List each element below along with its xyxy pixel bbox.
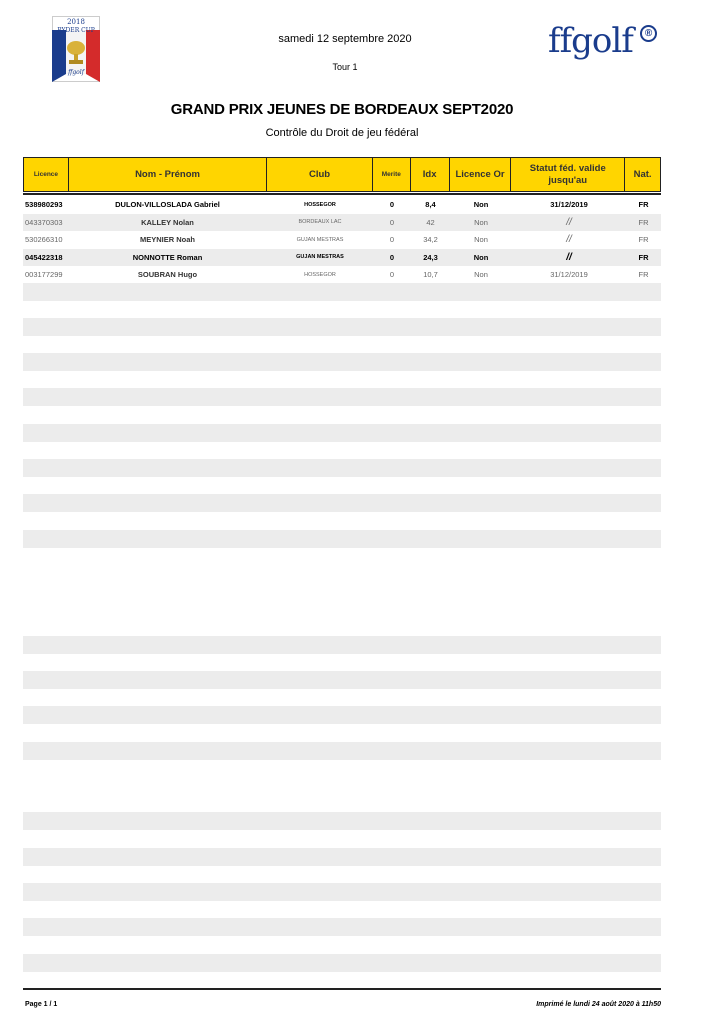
col-licence: Licence	[24, 158, 69, 191]
cell-merite: 0	[389, 235, 395, 245]
col-statut: Statut féd. valide jusqu'au	[511, 158, 625, 191]
cell-merite: 0	[389, 200, 395, 210]
cell-merite: 0	[389, 217, 395, 227]
cell-licence-or: Non	[474, 235, 488, 245]
event-date: samedi 12 septembre 2020	[278, 33, 412, 45]
col-nom: Nom - Prénom	[69, 158, 267, 191]
page-subtitle: Contrôle du Droit de jeu fédéral	[265, 127, 419, 139]
cell-statut: //	[566, 234, 572, 246]
table-row	[23, 214, 661, 232]
col-nat: Nat.	[633, 168, 652, 180]
cell-idx: 34,2	[423, 235, 438, 245]
page-number: Page 1 / 1	[25, 1001, 58, 1008]
round-label: Tour 1	[332, 62, 358, 72]
registered-mark: ®	[640, 25, 657, 42]
cell-nat: FR	[638, 200, 649, 210]
cell-licence: 538980293	[25, 200, 63, 210]
cell-nom: SOUBRAN Hugo	[137, 270, 198, 280]
print-date: Imprimé le lundi 24 août 2020 à 11h50	[536, 1001, 661, 1008]
empty-row	[23, 883, 661, 901]
logo-event: RYDER CUP	[57, 27, 95, 34]
empty-row	[23, 812, 661, 830]
cell-licence-or: Non	[474, 217, 488, 227]
cell-nom: MEYNIER Noah	[139, 235, 195, 245]
cell-nom: DULON-VILLOSLADA Gabriel	[115, 200, 220, 210]
empty-row	[23, 424, 661, 442]
ffgolf-wordmark: ffgolf	[548, 21, 633, 61]
cell-statut: 31/12/2019	[550, 270, 588, 280]
logo-brand: ffgolf	[68, 69, 84, 76]
cell-club: BORDEAUX LAC	[298, 219, 342, 226]
empty-row	[23, 954, 661, 972]
table-row	[23, 231, 661, 249]
page-title: GRAND PRIX JEUNES DE BORDEAUX SEPT2020	[170, 101, 514, 118]
cell-merite: 0	[389, 270, 395, 280]
empty-row	[23, 353, 661, 371]
col-merite: Merite	[373, 158, 411, 191]
table-row	[23, 249, 661, 267]
cell-statut: //	[566, 216, 572, 228]
header-divider	[23, 193, 661, 195]
cell-idx: 10,7	[423, 270, 438, 280]
empty-row	[23, 284, 661, 302]
empty-row	[23, 388, 661, 406]
ffgolf-logo	[548, 21, 658, 70]
cell-nat: FR	[638, 252, 649, 262]
cell-club: HOSSEGOR	[304, 271, 336, 278]
cell-club: HOSSEGOR	[304, 201, 336, 208]
empty-row	[23, 636, 661, 654]
cell-licence: 003177299	[25, 270, 63, 280]
empty-row	[23, 848, 661, 866]
footer-divider	[23, 988, 661, 990]
cell-idx: 42	[426, 217, 435, 227]
cell-nat: FR	[638, 217, 649, 227]
table-header	[23, 157, 661, 192]
table-row	[23, 266, 661, 284]
cell-nom: NONNOTTE Roman	[132, 252, 203, 262]
logo-year: 2018	[67, 18, 85, 26]
cell-club: GUJAN MESTRAS	[296, 236, 344, 243]
col-club: Club	[267, 158, 373, 191]
empty-row	[23, 530, 661, 548]
cell-licence: 043370303	[25, 217, 63, 227]
empty-row	[23, 494, 661, 512]
cell-nat: FR	[638, 235, 649, 245]
empty-row	[23, 706, 661, 724]
cell-merite: 0	[389, 252, 395, 262]
cell-nom: KALLEY Nolan	[141, 217, 194, 227]
col-licence-or: Licence Or	[450, 158, 512, 191]
empty-row	[23, 671, 661, 689]
cell-licence: 530266310	[25, 235, 63, 245]
cell-licence: 045422318	[25, 252, 63, 262]
ryder-cup-logo	[52, 16, 100, 82]
cell-licence-or: Non	[473, 200, 489, 210]
empty-row	[23, 918, 661, 936]
col-idx: Idx	[411, 158, 450, 191]
table-row	[23, 196, 661, 214]
cell-idx: 8,4	[425, 200, 436, 210]
table-body	[23, 196, 661, 301]
cell-statut: //	[566, 251, 572, 263]
empty-row	[23, 318, 661, 336]
empty-row	[23, 742, 661, 760]
cell-club: GUJAN MESTRAS	[296, 254, 344, 261]
cell-licence-or: Non	[473, 252, 489, 262]
cell-idx: 24,3	[423, 252, 438, 262]
cell-licence-or: Non	[474, 270, 488, 280]
cell-statut: 31/12/2019	[550, 200, 588, 210]
cell-nat: FR	[638, 270, 649, 280]
empty-row	[23, 459, 661, 477]
